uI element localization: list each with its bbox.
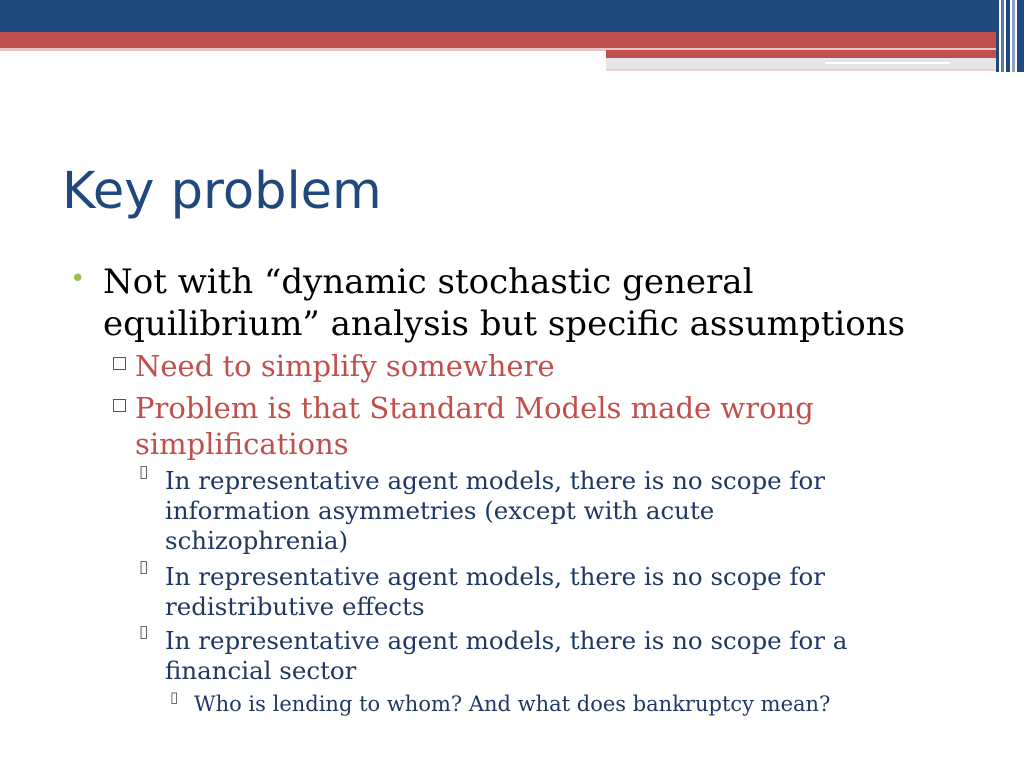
header-band-red [0, 32, 1024, 48]
header-stripes [996, 0, 1024, 72]
header-band-red-lower [606, 50, 1001, 58]
bullet-dot-icon: • [70, 264, 86, 294]
bullet-line: Who is lending to whom? And what does bankruptcy mean? [194, 692, 831, 716]
arrow-bullet-icon: ▯ [139, 557, 149, 577]
header-band-blue [0, 0, 1024, 32]
header-white-line [825, 62, 950, 64]
bullet-level3 [165, 626, 847, 686]
bullet-line: financial sector [165, 656, 357, 685]
arrow-bullet-icon: ▯ [139, 462, 149, 482]
header-pink-line [606, 69, 1001, 71]
square-bullet-icon [113, 399, 126, 412]
bullet-level3 [165, 562, 825, 622]
bullet-line: Not with “dynamic stochastic general [103, 262, 754, 302]
bullet-level2 [135, 348, 555, 384]
bullet-line: redistributive effects [165, 592, 425, 621]
bullet-level1 [103, 261, 905, 345]
square-bullet-icon [113, 357, 126, 370]
bullet-line: Need to simplify somewhere [135, 349, 555, 383]
bullet-line: simplifications [135, 427, 349, 461]
bullet-line: In representative agent models, there is no scope for [165, 466, 825, 495]
arrow-bullet-icon: ▯ [139, 622, 149, 642]
bullet-line: equilibrium” analysis but specific assumptions [103, 304, 906, 344]
bullet-line: In representative agent models, there is no scope for a [165, 626, 848, 655]
bullet-level2 [135, 390, 814, 462]
arrow-bullet-icon: ▯ [170, 688, 179, 706]
bullet-level3 [165, 466, 825, 556]
bullet-line: schizophrenia) [165, 526, 349, 555]
bullet-line: information asymmetries (except with acute [165, 496, 715, 525]
bullet-level4 [194, 690, 830, 718]
bullet-line: In representative agent models, there is no scope for [165, 562, 825, 591]
bullet-line: Problem is that Standard Models made wrong [135, 391, 814, 425]
slide-title: Key problem [62, 162, 382, 221]
